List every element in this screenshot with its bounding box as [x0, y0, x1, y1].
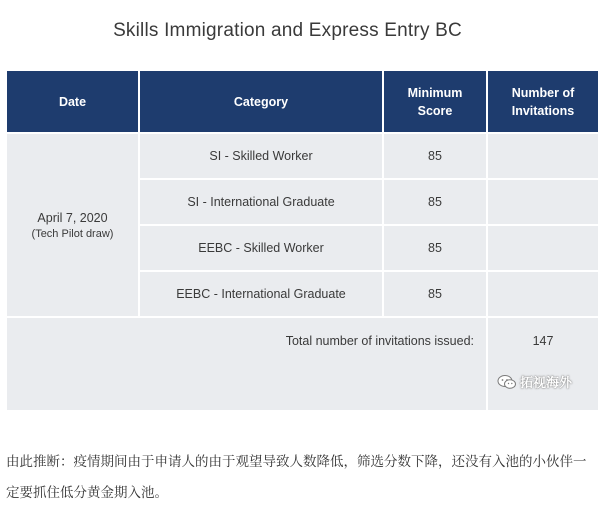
header-minimum-score-line2: Score — [417, 103, 453, 118]
body-paragraph: 由此推断：疫情期间由于申请人的由于观望导致人数降低，筛选分数下降，还没有入池的小伙伴一定要抓住低分黄金期入池。 — [6, 454, 587, 501]
total-row — [6, 317, 599, 411]
header-date: Date — [6, 70, 139, 133]
score-cell: 85 — [383, 225, 487, 271]
watermark-text: 拓视海外 — [519, 375, 572, 390]
invitations-cell — [487, 271, 599, 317]
table-title: Skills Immigration and Express Entry BC — [113, 20, 462, 41]
header-category: Category — [139, 70, 383, 133]
total-value: 147 — [487, 317, 599, 411]
invitations-cell — [487, 179, 599, 225]
invitations-table — [5, 69, 600, 412]
table-header-row — [6, 70, 599, 133]
header-minimum-score-line1: Minimum — [407, 85, 463, 100]
header-invitations-line2: Invitations — [511, 103, 575, 118]
total-label: Total number of invitations issued: — [6, 317, 487, 411]
header-minimum-score — [383, 70, 487, 133]
invitations-cell — [487, 225, 599, 271]
draw-note: (Tech Pilot draw) — [31, 228, 114, 240]
header-number-of-invitations — [487, 70, 599, 133]
invitations-cell — [487, 133, 599, 179]
category-cell: EEBC - Skilled Worker — [139, 225, 383, 271]
date-cell — [6, 133, 139, 317]
watermark — [497, 372, 572, 391]
category-cell: EEBC - International Graduate — [139, 271, 383, 317]
wechat-icon — [497, 374, 517, 390]
header-invitations-line1: Number of — [511, 85, 575, 100]
score-cell: 85 — [383, 133, 487, 179]
category-cell: SI - International Graduate — [139, 179, 383, 225]
score-cell: 85 — [383, 271, 487, 317]
category-cell: SI - Skilled Worker — [139, 133, 383, 179]
score-cell: 85 — [383, 179, 487, 225]
table-row — [6, 133, 599, 179]
draw-date: April 7, 2020 — [37, 211, 108, 225]
